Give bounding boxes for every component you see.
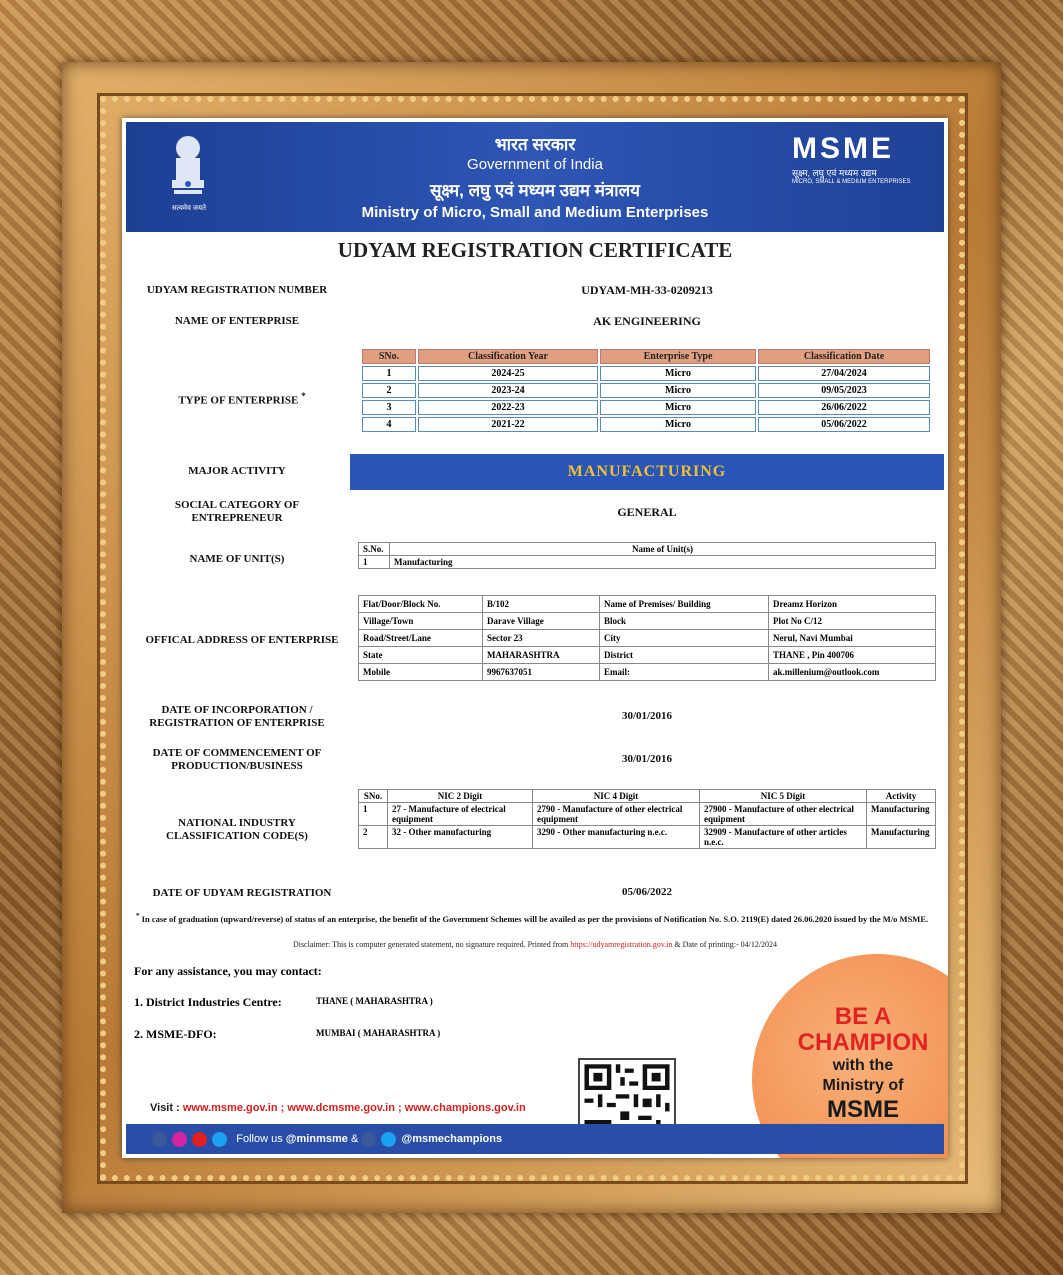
cell: 1 [362, 366, 416, 381]
table-row [362, 366, 930, 381]
msme-logo [792, 134, 920, 185]
cell: Nerul, Navi Mumbai [769, 630, 936, 647]
emblem-caption: सत्यमेव जयते [171, 205, 207, 212]
note-text: In case of graduation (upward/reverse) of status of an enterprise, the benefit of the Government Schemes will be availed as per the provisions of Notification No. S.O. 2119(E) dated 26.06.2020 issued by the M/o MSME. [141, 913, 929, 924]
graduation-note [136, 910, 936, 925]
table-row [359, 556, 936, 569]
cell: 3 [362, 400, 416, 415]
col-date: Classification Date [758, 349, 930, 364]
enterprise-type-asterisk: * [301, 391, 306, 401]
disclaimer-post: & Date of printing:- 04/12/2024 [674, 940, 778, 949]
facebook-icon[interactable] [361, 1132, 376, 1147]
table-row [362, 400, 930, 415]
commencement-date-value: 30/01/2016 [621, 753, 673, 765]
champion-line5: MSME [827, 1096, 899, 1123]
col-year: Classification Year [418, 349, 598, 364]
handle-minmsme[interactable]: @minmsme [285, 1133, 348, 1145]
cell: Micro [600, 417, 756, 432]
social-footer [126, 1124, 944, 1154]
champion-line4: Ministry of [822, 1077, 904, 1094]
disclaimer [122, 940, 948, 949]
twitter-icon[interactable] [212, 1132, 227, 1147]
cell: Sector 23 [483, 630, 600, 647]
cell: 27 - Manufacture of electrical equipment [388, 803, 533, 826]
table-row [359, 613, 936, 630]
units-header-row [359, 543, 936, 556]
udyam-date-value: 05/06/2022 [621, 886, 673, 898]
cell: 9967637051 [483, 664, 600, 681]
reg-number-value: UDYAM-MH-33-0209213 [581, 283, 713, 297]
table-row [359, 664, 936, 681]
table-row [362, 417, 930, 432]
follow-amp: & [350, 1133, 359, 1145]
nic-header-row [359, 790, 936, 803]
dic-label: 1. District Industries Centre: [134, 995, 282, 1009]
government-of-india: Government of India [467, 156, 603, 173]
col-unit-name: Name of Unit(s) [390, 543, 936, 556]
cell: 32 - Other manufacturing [388, 826, 533, 849]
col-activity: Activity [867, 790, 936, 803]
msme-logo-hindi: सूक्ष्म, लघु एवं मध्यम उद्यम [792, 168, 877, 178]
assistance-heading: For any assistance, you may contact: [134, 964, 322, 978]
hindi-government: भारत सरकार [494, 135, 576, 154]
cell: B/102 [483, 596, 600, 613]
cell: Manufacturing [390, 556, 936, 569]
cell: ak.millenium@outlook.com [769, 664, 936, 681]
table-row [362, 383, 930, 398]
cell: 4 [362, 417, 416, 432]
cell: City [600, 630, 769, 647]
champion-line2: CHAMPION [797, 1029, 929, 1056]
cell: 26/06/2022 [758, 400, 930, 415]
udyam-date-label: DATE OF UDYAM REGISTRATION [152, 887, 332, 899]
col-nic5: NIC 5 Digit [700, 790, 867, 803]
major-activity-label: MAJOR ACTIVITY [188, 465, 286, 477]
cell: State [359, 647, 483, 664]
classification-table [360, 347, 932, 434]
facebook-icon[interactable] [152, 1132, 167, 1147]
dfo-label: 2. MSME-DFO: [134, 1027, 217, 1041]
dfo-value: MUMBAI ( MAHARASHTRA ) [316, 1028, 441, 1038]
cell: 3290 - Other manufacturing n.e.c. [533, 826, 700, 849]
cell: 2022-23 [418, 400, 598, 415]
reg-number-label: UDYAM REGISTRATION NUMBER [146, 284, 328, 296]
cell: Micro [600, 383, 756, 398]
enterprise-name-label: NAME OF ENTERPRISE [174, 315, 300, 327]
social-category-line1: SOCIAL CATEGORY OF [174, 499, 300, 511]
incorporation-line2: REGISTRATION OF ENTERPRISE [149, 717, 325, 729]
table-row [359, 826, 936, 849]
incorporation-line1: DATE OF INCORPORATION / [161, 704, 313, 716]
cell: Micro [600, 400, 756, 415]
cell: Village/Town [359, 613, 483, 630]
certificate [122, 118, 948, 1158]
cell: 32909 - Manufacture of other articles n.e.c. [700, 826, 867, 849]
col-sno: SNo. [359, 790, 388, 803]
nic-label [132, 817, 342, 843]
ministry-name: Ministry of Micro, Small and Medium Enterprises [361, 204, 709, 221]
cell: 2024-25 [418, 366, 598, 381]
msme-logo-sub: MICRO, SMALL & MEDIUM ENTERPRISES [792, 179, 911, 185]
units-table [358, 542, 936, 569]
classification-header-row [362, 349, 930, 364]
cell: Mobile [359, 664, 483, 681]
follow-text: Follow us [236, 1133, 283, 1145]
enterprise-type-label-text: TYPE OF ENTERPRISE [178, 394, 299, 407]
col-nic2: NIC 2 Digit [388, 790, 533, 803]
twitter-icon[interactable] [381, 1132, 396, 1147]
nic-line2: CLASSIFICATION CODE(S) [166, 830, 308, 842]
handle-msmechampions[interactable]: @msmechampions [401, 1133, 503, 1145]
cell: THANE , Pin 400706 [769, 647, 936, 664]
cell: Block [600, 613, 769, 630]
msme-logo-text: MSME [792, 132, 894, 165]
cell: 27900 - Manufacture of other electrical equipment [700, 803, 867, 826]
major-activity-value: MANUFACTURING [350, 454, 944, 490]
incorporation-date-value: 30/01/2016 [621, 710, 673, 722]
enterprise-type-label [132, 390, 352, 408]
cell: Email: [600, 664, 769, 681]
commencement-line2: PRODUCTION/BUSINESS [171, 760, 303, 772]
champion-line1: BE A [834, 1003, 892, 1030]
visit-links [150, 1102, 526, 1114]
social-category-label [132, 499, 342, 525]
cell: Flat/Door/Block No. [359, 596, 483, 613]
youtube-icon[interactable] [192, 1132, 207, 1147]
cell: MAHARASHTRA [483, 647, 600, 664]
cell: 2021-22 [418, 417, 598, 432]
address-table [358, 595, 936, 681]
cell: Darave Village [483, 613, 600, 630]
certificate-header [126, 122, 944, 232]
cell: Plot No C/12 [769, 613, 936, 630]
note-asterisk: * [136, 912, 140, 920]
col-sno: SNo. [362, 349, 416, 364]
commencement-date-label [132, 747, 342, 773]
col-sno: S.No. [359, 543, 390, 556]
cell: Name of Premises/ Building [600, 596, 769, 613]
address-label: OFFICAL ADDRESS OF ENTERPRISE [145, 634, 339, 646]
certificate-title: UDYAM REGISTRATION CERTIFICATE [337, 238, 733, 262]
cell: Manufacturing [867, 803, 936, 826]
cell: Road/Street/Lane [359, 630, 483, 647]
table-row [359, 803, 936, 826]
nic-line1: NATIONAL INDUSTRY [178, 817, 296, 829]
champion-line3: with the [832, 1057, 894, 1074]
incorporation-date-label [132, 704, 342, 730]
col-nic4: NIC 4 Digit [533, 790, 700, 803]
cell: Manufacturing [867, 826, 936, 849]
unit-names-label: NAME OF UNIT(S) [189, 553, 285, 565]
cell: 1 [359, 803, 388, 826]
visit-label: Visit : [150, 1102, 180, 1114]
enterprise-name-value: AK ENGINEERING [593, 314, 701, 328]
col-type: Enterprise Type [600, 349, 756, 364]
instagram-icon[interactable] [172, 1132, 187, 1147]
udyam-portal-link[interactable]: https://udyamregistration.gov.in [570, 940, 673, 949]
cell: Dreamz Horizon [769, 596, 936, 613]
cell: 1 [359, 556, 390, 569]
dic-value: THANE ( MAHARASHTRA ) [316, 996, 433, 1006]
cell: 2790 - Manufacture of other electrical equipment [533, 803, 700, 826]
hindi-ministry: सूक्ष्म, लघु एवं मध्यम उद्यम मंत्रालय [429, 181, 641, 200]
social-category-line2: ENTREPRENEUR [191, 512, 283, 524]
champion-badge [778, 1004, 948, 1124]
cell: Micro [600, 366, 756, 381]
commencement-line1: DATE OF COMMENCEMENT OF [152, 747, 322, 759]
cell: 2 [359, 826, 388, 849]
cell: 2 [362, 383, 416, 398]
nic-table [358, 789, 936, 849]
cell: 05/06/2022 [758, 417, 930, 432]
cell: 09/05/2023 [758, 383, 930, 398]
social-category-value: GENERAL [617, 505, 677, 519]
table-row [359, 630, 936, 647]
cell: 27/04/2024 [758, 366, 930, 381]
table-row [359, 647, 936, 664]
table-row [359, 596, 936, 613]
visit-sites[interactable]: www.msme.gov.in ; www.dcmsme.gov.in ; www.champions.gov.in [182, 1102, 526, 1114]
disclaimer-pre: Disclaimer: This is computer generated statement, no signature required. Printed from [292, 940, 569, 949]
cell: 2023-24 [418, 383, 598, 398]
cell: District [600, 647, 769, 664]
